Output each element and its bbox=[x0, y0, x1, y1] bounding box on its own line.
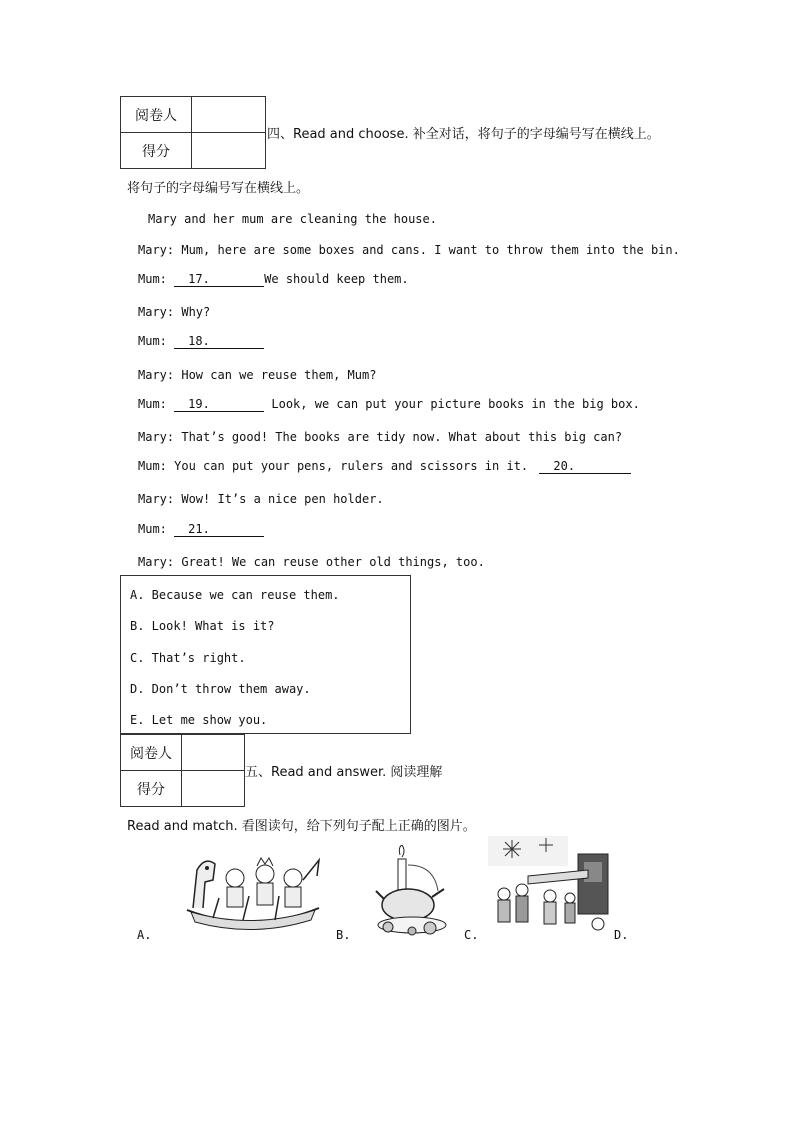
dialogue-line-3 bbox=[138, 305, 210, 319]
utterance: You can put your pens, rulers and scissors in it. bbox=[174, 459, 529, 473]
dialogue-line-11 bbox=[138, 555, 485, 569]
score-box-section4 bbox=[120, 96, 266, 169]
section5-instruction: Read and match. 看图读句，给下列句子配上正确的图片。 bbox=[127, 819, 476, 834]
option-a: A. Because we can reuse them. bbox=[130, 588, 340, 602]
utterance: Look, we can put your picture books in the big box. bbox=[271, 397, 640, 411]
answer-blank-18[interactable]: 18. bbox=[174, 334, 264, 349]
utterance: How can we reuse them, Mum? bbox=[181, 368, 377, 382]
dialogue-line-6 bbox=[138, 397, 640, 412]
utterance: That’s good! The books are tidy now. What about this big can? bbox=[181, 430, 623, 444]
picture-label-a: A. bbox=[137, 928, 152, 942]
reviewer-label: 阅卷人 bbox=[121, 97, 192, 133]
speaker: Mum: bbox=[138, 522, 167, 536]
score-label: 得分 bbox=[121, 133, 192, 169]
option-e: E. Let me show you. bbox=[130, 713, 268, 727]
speaker: Mum: bbox=[138, 334, 167, 348]
score-field[interactable] bbox=[192, 133, 266, 169]
utterance: Mum, here are some boxes and cans. I want to throw them into the bin. bbox=[181, 243, 680, 257]
dialogue-line-1 bbox=[138, 243, 680, 257]
answer-blank-21[interactable]: 21. bbox=[174, 522, 264, 537]
section4-heading-repeat: 将句子的字母编号写在横线上。 bbox=[127, 181, 310, 196]
dialogue-line-8 bbox=[138, 459, 631, 474]
speaker: Mary: bbox=[138, 243, 175, 257]
utterance: We should keep them. bbox=[264, 272, 409, 286]
picture-label-c: C. bbox=[464, 928, 479, 942]
score-label: 得分 bbox=[121, 771, 182, 807]
picture-label-b: B. bbox=[336, 928, 351, 942]
utterance: Why? bbox=[181, 305, 211, 319]
dialogue-intro: Mary and her mum are cleaning the house. bbox=[148, 212, 437, 226]
speaker: Mary: bbox=[138, 368, 175, 382]
answer-blank-20[interactable]: 20. bbox=[539, 459, 631, 474]
answer-blank-17[interactable]: 17. bbox=[174, 272, 264, 287]
reviewer-label: 阅卷人 bbox=[121, 735, 182, 771]
answer-blank-19[interactable]: 19. bbox=[174, 397, 264, 412]
dialogue-line-4 bbox=[138, 334, 264, 349]
picture-label-d: D. bbox=[614, 928, 629, 942]
speaker: Mary: bbox=[138, 492, 175, 506]
dialogue-line-10 bbox=[138, 522, 264, 537]
speaker: Mary: bbox=[138, 305, 175, 319]
utterance: Wow! It’s a nice pen holder. bbox=[181, 492, 384, 506]
utterance: Great! We can reuse other old things, too. bbox=[181, 555, 485, 569]
speaker: Mary: bbox=[138, 555, 175, 569]
fireworks-celebration-picture bbox=[488, 836, 610, 938]
speaker: Mum: bbox=[138, 459, 167, 473]
option-b: B. Look! What is it? bbox=[130, 619, 275, 633]
dialogue-line-5 bbox=[138, 368, 376, 382]
dragon-boat-race-picture bbox=[183, 850, 323, 936]
dialogue-line-9 bbox=[138, 492, 384, 506]
score-box-section5 bbox=[120, 734, 245, 807]
dialogue-line-2 bbox=[138, 272, 409, 287]
option-c: C. That’s right. bbox=[130, 651, 246, 665]
speaker: Mum: bbox=[138, 272, 167, 286]
speaker: Mary: bbox=[138, 430, 175, 444]
reviewer-field[interactable] bbox=[182, 735, 245, 771]
score-field[interactable] bbox=[182, 771, 245, 807]
section4-heading: 四、Read and choose. 补全对话，将句子的字母编号写在横线上。 bbox=[267, 127, 660, 142]
section5-heading: 五、Read and answer. 阅读理解 bbox=[245, 765, 443, 780]
options-box bbox=[120, 575, 411, 734]
dialogue-line-7 bbox=[138, 430, 622, 444]
roast-turkey-candle-picture bbox=[374, 845, 450, 941]
option-d: D. Don’t throw them away. bbox=[130, 682, 311, 696]
speaker: Mum: bbox=[138, 397, 167, 411]
reviewer-field[interactable] bbox=[192, 97, 266, 133]
